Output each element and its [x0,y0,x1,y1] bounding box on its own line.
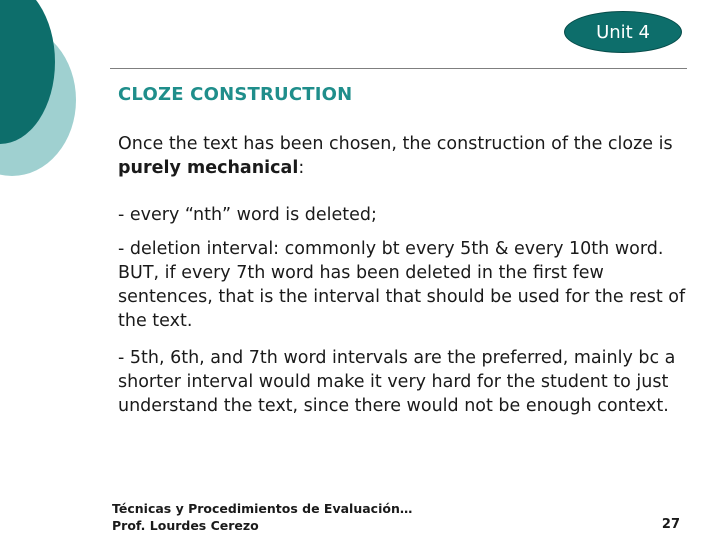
bullet-deletion-interval: - deletion interval: commonly bt every 5th & every 10th word. BUT, if every 7th word has been deleted in the first few sentences, that is the interval that should be used for the rest of the text. [118,239,686,331]
footer-author: Prof. Lourdes Cerezo [112,518,259,533]
decorative-teal-shapes [0,0,90,200]
intro-text: Once the text has been chosen, the construction of the cloze is [118,134,673,154]
intro-suffix: : [298,158,305,178]
slide-title: CLOZE CONSTRUCTION [118,84,353,105]
footer-course: Técnicas y Procedimientos de Evaluación… [112,501,413,516]
header-divider [110,68,687,69]
unit-label: Unit 4 [596,21,650,43]
intro-emphasis: purely mechanical [118,158,299,178]
bullet-nth-word: - every “nth” word is deleted; [118,205,377,225]
intro-paragraph [118,132,698,180]
page-number: 27 [661,517,680,532]
unit-badge [564,11,682,53]
slide-footer [112,500,412,534]
bullet-preferred-intervals: - 5th, 6th, and 7th word intervals are the preferred, mainly bc a shorter interval would make it very hard for the student to just understand the text, since there would not be enough context. [118,348,676,416]
